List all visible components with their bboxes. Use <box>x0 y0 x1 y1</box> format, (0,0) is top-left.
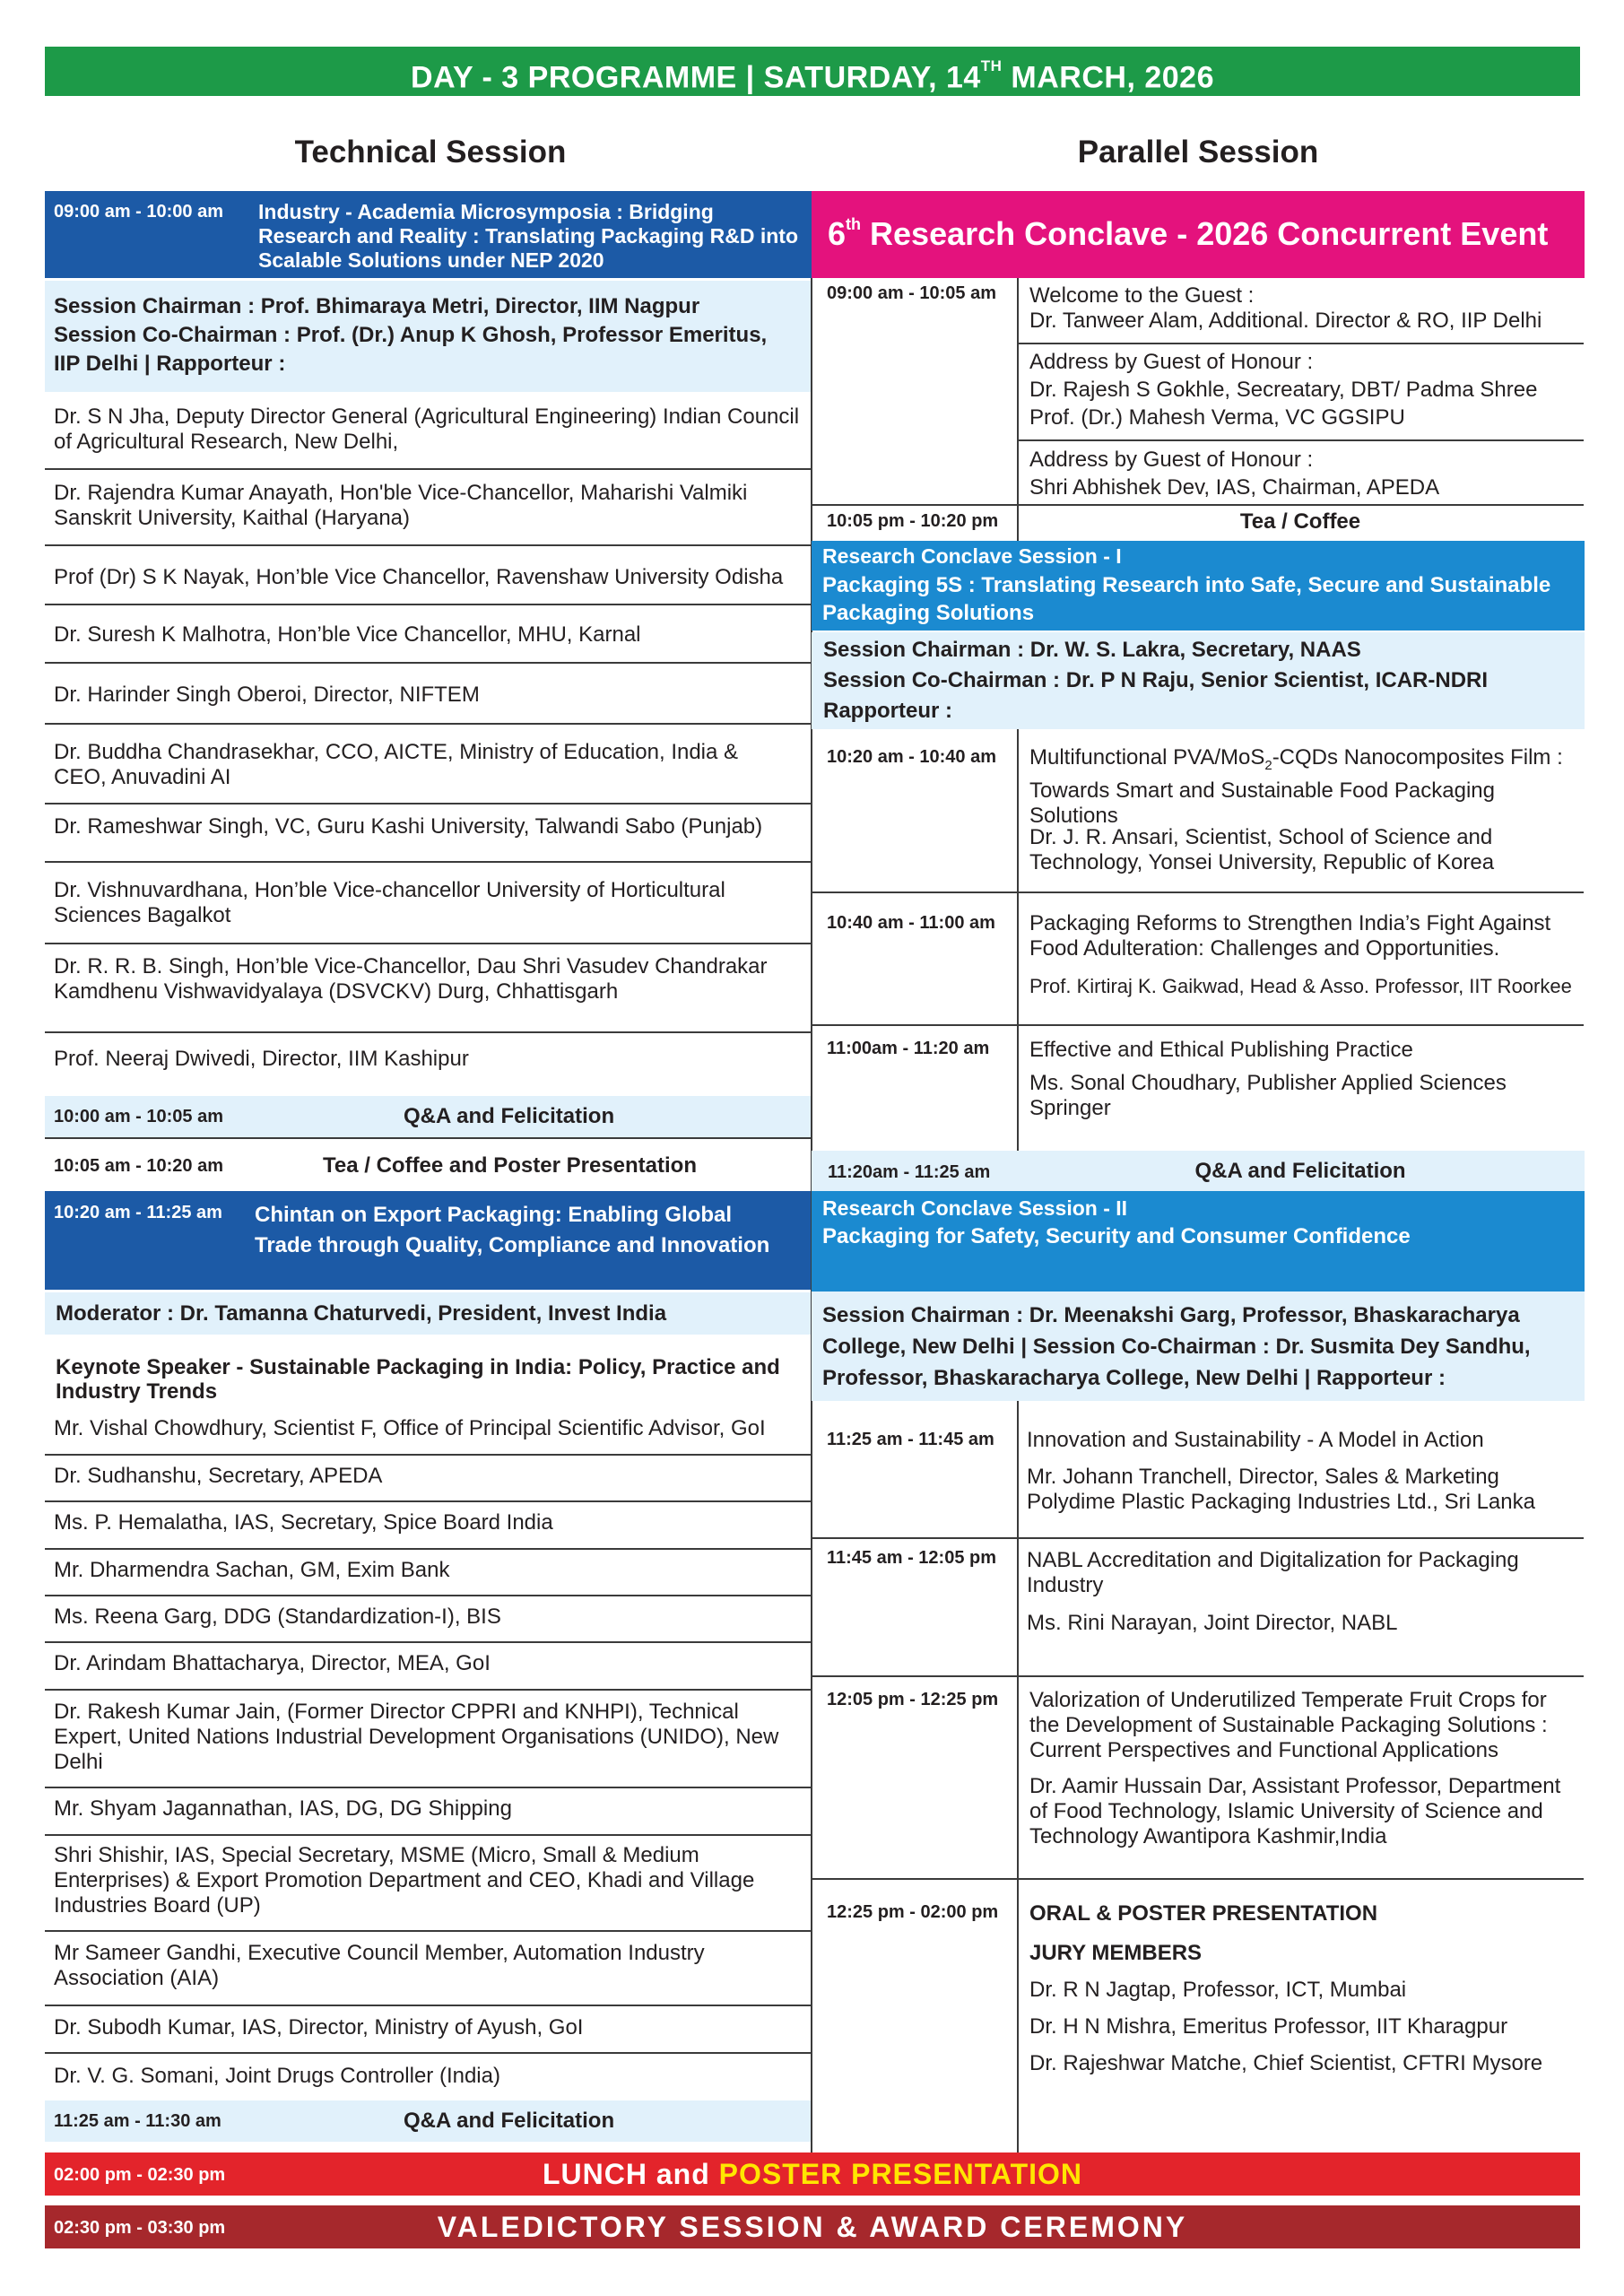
speaker-item: Dr. Sudhanshu, Secretary, APEDA <box>54 1464 383 1488</box>
rs1-subtitle: Packaging 5S : Translating Research into Safe, Secure and Sustainable Packaging Solutions <box>822 573 1551 625</box>
speaker-item: Dr. Harinder Singh Oberoi, Director, NIFTEM <box>54 683 480 707</box>
rs2-subtitle: Packaging for Safety, Security and Consumer Confidence <box>822 1224 1411 1248</box>
jury-heading: JURY MEMBERS <box>1029 1941 1203 1965</box>
speaker-item: Ms. Reena Garg, DDG (Standardization-I), BIS <box>54 1605 501 1629</box>
talk-title: Innovation and Sustainability - A Model in Action <box>1027 1428 1484 1452</box>
talk-speaker: Ms. Sonal Choudhary, Publisher Applied Sciences Springer <box>1029 1071 1507 1120</box>
header-sup: TH <box>980 57 1003 74</box>
jury-member: Dr. Rajeshwar Matche, Chief Scientist, CFTRI Mysore <box>1029 2051 1543 2075</box>
session1-header <box>45 191 812 278</box>
parallel-session-title: Parallel Session <box>1077 135 1319 170</box>
talk-title: Packaging Reforms to Strengthen India’s Fight Against Food Adulteration: Challenges and Opportunities. <box>1029 911 1551 961</box>
rs2-header <box>812 1191 1585 1292</box>
rs1-header <box>812 541 1585 631</box>
lunch-bar <box>45 2152 1580 2196</box>
talk-speaker: Prof. Kirtiraj K. Gaikwad, Head & Asso. Professor, IIT Roorkee <box>1029 975 1572 997</box>
technical-session-title: Technical Session <box>294 135 567 170</box>
research-conclave-banner <box>812 191 1585 278</box>
session1-title: Industry - Academia Microsymposia : Bridging Research and Reality : Translating Packaging R&D into Scalable Solutions under NEP 2020 <box>258 200 798 272</box>
tea1-label: Tea / Coffee and Poster Presentation <box>323 1153 697 1178</box>
jury-member: Dr. R N Jagtap, Professor, ICT, Mumbai <box>1029 1978 1407 2002</box>
guest-of-honour-item <box>1029 446 1585 501</box>
session1-chair-block <box>45 281 812 392</box>
speaker-item: Mr Sameer Gandhi, Executive Council Member, Automation Industry Association (AIA) <box>54 1941 705 1990</box>
banner-text: Research Conclave - 2026 Concurrent Event <box>861 215 1549 252</box>
oral-title: ORAL & POSTER PRESENTATION <box>1029 1901 1378 1926</box>
speaker-item: Dr. V. G. Somani, Joint Drugs Controller (India) <box>54 2064 500 2088</box>
qa2-label: Q&A and Felicitation <box>404 2109 615 2133</box>
session1-time: 09:00 am - 10:00 am <box>54 202 224 222</box>
qa1-row <box>45 1096 812 1137</box>
oral-time: 12:25 pm - 02:00 pm <box>827 1902 999 1922</box>
qa2-time: 11:25 am - 11:30 am <box>54 2111 221 2131</box>
talk-time: 11:25 am - 11:45 am <box>827 1430 994 1449</box>
talk-time: 11:00am - 11:20 am <box>827 1039 990 1058</box>
talk-title: Valorization of Underutilized Temperate Fruit Crops for the Development of Sustainable Packaging Solutions : Current Perspectives and Functional Applications <box>1029 1688 1548 1762</box>
speaker-item: Dr. Rajendra Kumar Anayath, Hon'ble Vice-Chancellor, Maharishi Valmiki Sanskrit University, Kaithal (Haryana) <box>54 481 748 530</box>
rs2-chair-line: Professor, Bhaskaracharya College, New Delhi | Rapporteur : <box>822 1366 1446 1390</box>
talk-time: 10:40 am - 11:00 am <box>827 913 995 933</box>
qa2-row <box>45 2100 812 2142</box>
speaker-item: Ms. P. Hemalatha, IAS, Secretary, Spice Board India <box>54 1510 553 1535</box>
qa1-label: Q&A and Felicitation <box>404 1104 615 1128</box>
rs1-qa-label: Q&A and Felicitation <box>1194 1159 1406 1183</box>
header-text: DAY - 3 PROGRAMME | SATURDAY, 14 <box>411 60 981 95</box>
rs2-chair-line: College, New Delhi | Session Co-Chairman : Dr. Susmita Dey Sandhu, <box>822 1335 1531 1359</box>
speaker-item: Dr. R. R. B. Singh, Hon’ble Vice-Chancellor, Dau Shri Vasudev Chandrakar Kamdhenu Vishwavidyalaya (DSVCKV) Durg, Chhattisgarh <box>54 954 768 1004</box>
session2-title: Chintan on Export Packaging: Enabling Global Trade through Quality, Compliance and Innovation <box>255 1203 770 1257</box>
goh-heading: Address by Guest of Honour : <box>1029 448 1314 472</box>
rs1-rapporteur: Rapporteur : <box>823 699 952 723</box>
session1-cochairman: Session Co-Chairman : Prof. (Dr.) Anup K Ghosh, Professor Emeritus, <box>54 323 768 347</box>
session2-time: 10:20 am - 11:25 am <box>54 1203 222 1222</box>
speaker-item: Mr. Shyam Jagannathan, IAS, DG, DG Shipping <box>54 1796 512 1821</box>
moderator-row <box>45 1292 812 1335</box>
tea1-time: 10:05 am - 10:20 am <box>54 1156 224 1176</box>
talk-time: 10:20 am - 10:40 am <box>827 747 997 767</box>
rs1-title: Research Conclave Session - I <box>822 544 1122 568</box>
talk-title: Effective and Ethical Publishing Practice <box>1029 1038 1413 1062</box>
talk-time: 12:05 pm - 12:25 pm <box>827 1690 999 1709</box>
valedictory-label: VALEDICTORY SESSION & AWARD CEREMONY <box>437 2211 1188 2243</box>
goh-guest-1: Dr. Rajesh S Gokhle, Secreatary, DBT/ Padma Shree <box>1029 378 1538 402</box>
valedictory-bar <box>45 2205 1580 2248</box>
rs2-chair-line: Session Chairman : Dr. Meenakshi Garg, Professor, Bhaskaracharya <box>822 1303 1520 1327</box>
guest-of-honour-item <box>1029 348 1585 431</box>
goh-guest-2: Prof. (Dr.) Mahesh Verma, VC GGSIPU <box>1029 405 1405 430</box>
goh-guest: Shri Abhishek Dev, IAS, Chairman, APEDA <box>1029 475 1440 500</box>
session1-rapporteur: IIP Delhi | Rapporteur : <box>54 352 286 376</box>
talk-speaker: Dr. J. R. Ansari, Scientist, School of Science and Technology, Yonsei University, Republic of Korea <box>1029 825 1495 874</box>
rs1-cochairman: Session Co-Chairman : Dr. P N Raju, Senior Scientist, ICAR-NDRI <box>823 668 1489 692</box>
rs1-chairman: Session Chairman : Dr. W. S. Lakra, Secretary, NAAS <box>823 638 1361 662</box>
moderator-text: Moderator : Dr. Tamanna Chaturvedi, President, Invest India <box>56 1301 667 1326</box>
lunch-time: 02:00 pm - 02:30 pm <box>54 2165 226 2185</box>
talk-speaker: Mr. Johann Tranchell, Director, Sales & Marketing Polydime Plastic Packaging Industries Ltd., Sri Lanka <box>1027 1465 1535 1514</box>
rs2-chair-block <box>812 1292 1585 1401</box>
banner-sup: th <box>846 215 862 233</box>
lunch-label: LUNCH and POSTER PRESENTATION <box>542 2158 1083 2190</box>
talk-speaker: Ms. Rini Narayan, Joint Director, NABL <box>1027 1611 1398 1635</box>
talk-title: Multifunctional PVA/MoS$_2$-CQDs Nanocomposites Film : Towards Smart and Sustainable Food Packaging Solutions <box>1029 745 1563 828</box>
talk-speaker: Dr. Aamir Hussain Dar, Assistant Professor, Department of Food Technology, Islamic University of Science and Technology Awantipora Kashmir,India <box>1029 1774 1561 1848</box>
speaker-item: Mr. Dharmendra Sachan, GM, Exim Bank <box>54 1558 450 1582</box>
talk-time: 11:45 am - 12:05 pm <box>827 1548 996 1568</box>
tea-label: Tea / Coffee <box>1239 509 1361 534</box>
speaker-item: Dr. Buddha Chandrasekhar, CCO, AICTE, Ministry of Education, India & CEO, Anuvadini AI <box>54 740 739 789</box>
welcome-heading: Welcome to the Guest : <box>1029 283 1255 308</box>
banner-ordinal: 6 <box>828 215 847 252</box>
rs2-title: Research Conclave Session - II <box>822 1196 1128 1220</box>
header-rest: MARCH, 2026 <box>1002 60 1214 95</box>
valedictory-time: 02:30 pm - 03:30 pm <box>54 2218 226 2238</box>
speaker-item: Dr. S N Jha, Deputy Director General (Agricultural Engineering) Indian Council of Agricultural Research, New Delhi, <box>54 404 800 454</box>
talk-title: NABL Accreditation and Digitalization for Packaging Industry <box>1027 1548 1519 1597</box>
speaker-item: Prof (Dr) S K Nayak, Hon’ble Vice Chancellor, Ravenshaw University Odisha <box>54 565 784 589</box>
welcome-item <box>1029 283 1585 334</box>
speaker-item: Mr. Vishal Chowdhury, Scientist F, Office of Principal Scientific Advisor, GoI <box>54 1416 766 1440</box>
qa1-time: 10:00 am - 10:05 am <box>54 1107 224 1126</box>
jury-member: Dr. H N Mishra, Emeritus Professor, IIT Kharagpur <box>1029 2014 1508 2039</box>
day-header <box>45 47 1580 96</box>
session2-header <box>45 1191 812 1290</box>
session1-chairman: Session Chairman : Prof. Bhimaraya Metri, Director, IIM Nagpur <box>54 294 700 318</box>
speaker-item: Dr. Subodh Kumar, IAS, Director, Ministry of Ayush, GoI <box>54 2015 584 2039</box>
keynote-title: Keynote Speaker - Sustainable Packaging in India: Policy, Practice and Industry Trends <box>56 1355 780 1404</box>
goh-heading: Address by Guest of Honour : <box>1029 350 1314 374</box>
speaker-item: Prof. Neeraj Dwivedi, Director, IIM Kashipur <box>54 1047 469 1071</box>
welcome-guest: Dr. Tanweer Alam, Additional. Director & RO, IIP Delhi <box>1029 309 1542 333</box>
speaker-item: Dr. Rakesh Kumar Jain, (Former Director CPPRI and KNHPI), Technical Expert, United Nations Industrial Development Organisations (UNIDO), New Delhi <box>54 1700 779 1774</box>
welcome-time: 09:00 am - 10:05 am <box>827 283 997 303</box>
speaker-item: Dr. Arindam Bhattacharya, Director, MEA, GoI <box>54 1651 491 1675</box>
tea-time: 10:05 pm - 10:20 pm <box>827 511 999 531</box>
speaker-item: Dr. Suresh K Malhotra, Hon’ble Vice Chancellor, MHU, Karnal <box>54 622 641 647</box>
rs1-qa-row <box>812 1151 1585 1191</box>
speaker-item: Shri Shishir, IAS, Special Secretary, MSME (Micro, Small & Medium Enterprises) & Export Promotion Department and CEO, Khadi and Village Industries Board (UP) <box>54 1843 755 1918</box>
rs1-chair-block <box>812 632 1585 729</box>
speaker-item: Dr. Rameshwar Singh, VC, Guru Kashi University, Talwandi Sabo (Punjab) <box>54 814 763 839</box>
rs1-qa-time: 11:20am - 11:25 am <box>828 1162 991 1182</box>
speaker-item: Dr. Vishnuvardhana, Hon’ble Vice-chancellor University of Horticultural Sciences Bagalkot <box>54 878 725 927</box>
